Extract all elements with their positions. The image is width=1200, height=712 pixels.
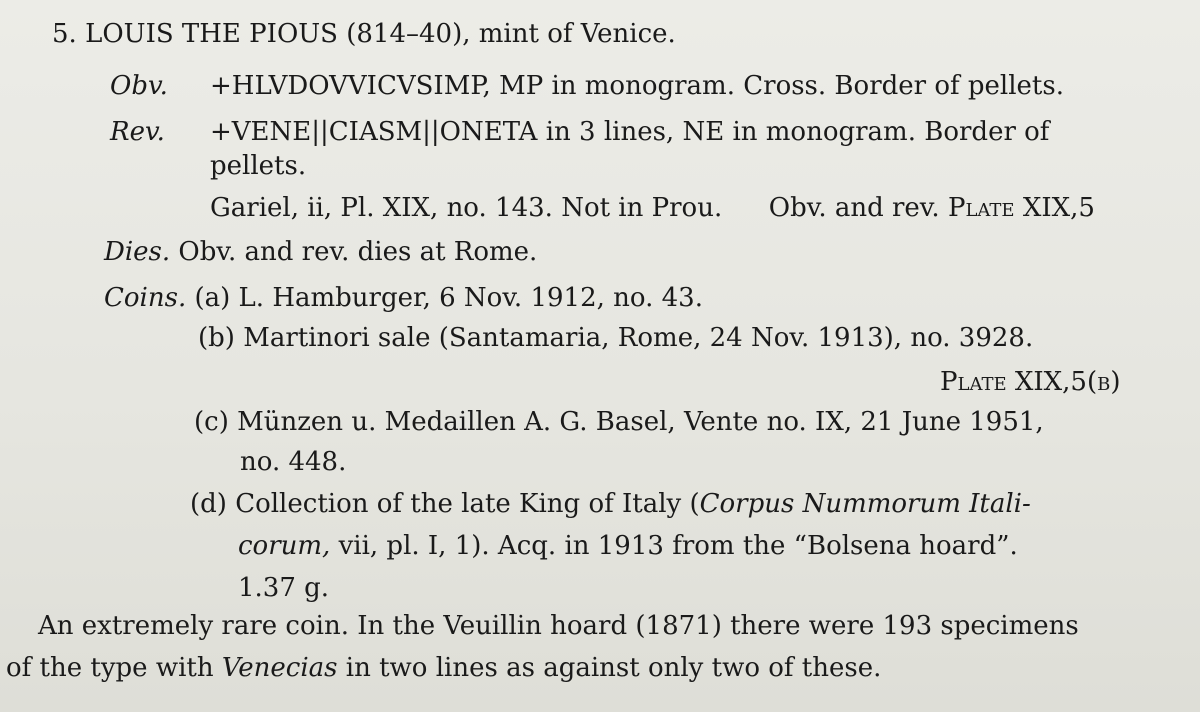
- entry-heading: [52, 18, 676, 50]
- coin-b: (b) Martinori sale (Santamaria, Rome, 24 Nov. 1913), no. 3928.: [198, 323, 1034, 353]
- reference-text: Gariel, ii, Pl. XIX, no. 143. Not in Prou.: [210, 193, 723, 223]
- coin-d-acquisition: vii, pl. I, 1). Acq. in 1913 from the “Bolsena hoard”.: [330, 531, 1018, 561]
- reference-line: [210, 192, 1095, 224]
- reverse-legend-line1: +VENE||CIASM||ONETA in 3 lines, NE in monogram. Border of: [210, 117, 1050, 147]
- coins-label: Coins.: [104, 283, 187, 313]
- entry-title: LOUIS THE PIOUS (814–40), mint of Venice.: [85, 19, 676, 49]
- coin-d-text: (d) Collection of the late King of Italy (: [190, 489, 700, 519]
- dies-label: Dies.: [104, 237, 171, 267]
- commentary-line1: An extremely rare coin. In the Veuillin hoard (1871) there were 193 specimens: [38, 611, 1079, 641]
- coin-c-line1: (c) Münzen u. Medaillen A. G. Basel, Vente no. IX, 21 June 1951,: [194, 407, 1044, 437]
- coin-d-line2: [238, 530, 1018, 562]
- reverse-line: [110, 116, 165, 148]
- coin-c-line2: no. 448.: [240, 447, 347, 477]
- commentary-text: of the type with: [6, 653, 222, 683]
- coin-a: (a) L. Hamburger, 6 Nov. 1912, no. 43.: [194, 283, 703, 313]
- entry-number: 5.: [52, 19, 77, 49]
- obverse-legend: +HLVDOVVICVSIMP, MP in monogram. Cross. Border of pellets.: [210, 71, 1064, 101]
- coins-line-a: [104, 282, 703, 314]
- coin-d-weight: 1.37 g.: [238, 573, 330, 603]
- reverse-legend-line2: pellets.: [210, 151, 307, 181]
- reverse-label: Rev.: [110, 117, 165, 147]
- commentary-line2: [6, 652, 881, 684]
- dies-line: [104, 236, 537, 268]
- commentary-venecias: Venecias: [221, 653, 338, 683]
- plate-reference: Plate XIX,5: [947, 193, 1095, 223]
- plate-prefix: Obv. and rev.: [768, 193, 940, 223]
- coin-d-line1: [190, 488, 1031, 520]
- coin-b-plate: Plate XIX,5(b): [940, 367, 1121, 397]
- obverse-label: Obv.: [110, 71, 168, 101]
- obverse-line: [110, 70, 168, 102]
- commentary-text-end: in two lines as against only two of these.: [337, 653, 882, 683]
- dies-text: Obv. and rev. dies at Rome.: [178, 237, 538, 267]
- coin-d-corpus-title-end: corum,: [238, 531, 331, 561]
- coin-d-corpus-title: Corpus Nummorum Itali-: [699, 489, 1031, 519]
